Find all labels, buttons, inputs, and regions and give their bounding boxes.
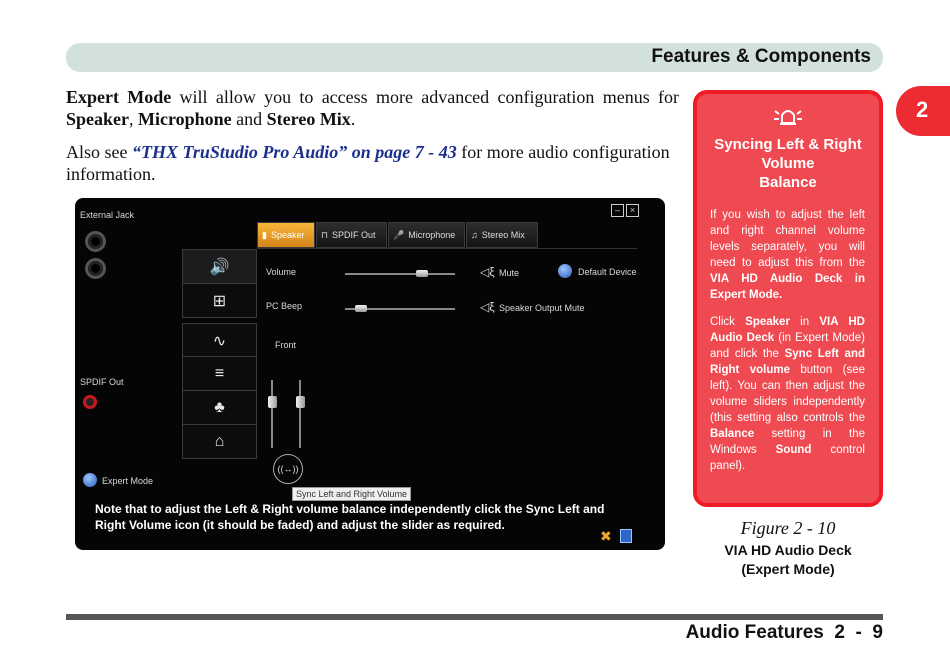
sync-volume-tooltip: Sync Left and Right Volume <box>292 487 411 501</box>
para2-text: Also see <box>66 142 132 162</box>
pc-beep-slider-knob[interactable] <box>355 305 367 312</box>
sidebar-p2-c: in <box>789 316 820 328</box>
footer-rule <box>66 614 883 620</box>
speaker-settings-icon[interactable]: 🔊 <box>182 249 257 284</box>
info-icon[interactable] <box>620 529 632 543</box>
chapter-number: 2 <box>916 97 929 122</box>
tab-microphone[interactable] <box>388 222 465 248</box>
figure-title <box>693 541 883 579</box>
page-footer: Audio Features 2 - 9 <box>685 622 883 643</box>
default-device-label: Default Device <box>578 267 637 277</box>
tab-spdif-out[interactable] <box>316 222 387 248</box>
see-also-paragraph <box>66 141 679 185</box>
speaker-tab-icon: ▮ <box>262 229 267 240</box>
expert-mode-label: Expert Mode <box>102 476 154 486</box>
para2-text-end: for more audio configuration information. <box>66 142 670 184</box>
sidebar-p2-h: Balance <box>710 428 755 440</box>
sidebar-p2-j: Sound <box>775 444 812 456</box>
expert-mode-term: Expert Mode <box>66 87 172 107</box>
close-icon[interactable]: × <box>626 204 639 217</box>
equalizer-icon[interactable]: ≡ <box>182 356 257 391</box>
intro-paragraph <box>66 86 679 130</box>
header-bar <box>66 43 883 72</box>
speaker-output-mute-label: Speaker Output Mute <box>499 303 585 313</box>
front-label: Front <box>275 340 297 350</box>
figure-number: Figure 2 - 10 <box>740 518 836 538</box>
microphone-tab-icon: 🎤 <box>393 229 405 240</box>
right-front-slider-knob[interactable] <box>296 396 305 408</box>
sidebar-p2-b: Speaker <box>745 316 790 328</box>
figure-title-line2: (Expert Mode) <box>741 561 835 577</box>
audio-deck-screenshot <box>75 198 665 550</box>
cross-reference-link[interactable]: “THX TruStudio Pro Audio” on page 7 - 43 <box>132 142 457 162</box>
mute-label: Mute <box>499 268 520 278</box>
sidebar-p1-bold: VIA HD Audio Deck in Expert Mode. <box>710 273 865 301</box>
sidebar-p2-a: Click <box>710 316 746 328</box>
sidebar-p1-text: If you wish to adjust the left and right channel volume levels separately, you will need to adjust this from the <box>710 209 865 269</box>
sidebar-paragraph-2 <box>710 314 865 474</box>
pc-beep-label: PC Beep <box>266 301 303 311</box>
sidebar-title-line3: Balance <box>759 174 817 191</box>
sidebar-title <box>708 135 868 192</box>
screenshot-note: Note that to adjust the Left & Right volume balance independently click the Sync Left and Right Volume icon (it should be faded) and adjust the slider as required. <box>95 502 605 532</box>
sidebar-p2-g: button (see left). You can then adjust the volume sliders independently (this setting also controls the <box>710 364 865 424</box>
tab-speaker[interactable] <box>257 222 315 248</box>
sidebar-title-line1: Syncing Left & Right <box>714 136 862 153</box>
sidebar-p2-i: setting in the Windows <box>710 428 865 456</box>
tab-stereo-mix-label: Stereo Mix <box>481 230 525 240</box>
tab-stereo-mix[interactable] <box>466 222 538 248</box>
stereo-mix-tab-icon: ♫ <box>471 230 478 240</box>
spdif-port-icon[interactable] <box>83 395 97 409</box>
spdif-out-label: SPDIF Out <box>80 377 124 387</box>
speaker-config-icon[interactable]: ⊞ <box>182 283 257 318</box>
sidebar-title-line2: Volume <box>761 155 815 172</box>
para1-and: and <box>231 109 267 129</box>
sidebar-p2-e: (in Expert Mode) and click the <box>710 332 866 360</box>
sidebar-p2-f: Sync Left and Right volume <box>710 348 865 376</box>
room-correction-icon[interactable]: ⌂ <box>182 424 257 459</box>
speaker-term: Speaker <box>66 109 129 129</box>
page-header-title: Features & Components <box>651 46 871 67</box>
tab-divider <box>257 248 637 249</box>
tools-icon[interactable]: ✖ <box>600 528 612 544</box>
minimize-icon[interactable]: – <box>611 204 624 217</box>
expert-mode-toggle-icon[interactable] <box>83 473 97 487</box>
volume-slider-track[interactable] <box>345 273 455 275</box>
default-device-icon[interactable] <box>558 264 572 278</box>
para1-text: will allow you to access more advanced configuration menus for <box>171 87 679 107</box>
sync-volume-button[interactable]: ((↔)) <box>273 454 303 484</box>
output-mute-speaker-icon[interactable]: ◁ξ <box>480 300 495 314</box>
left-front-slider-track[interactable] <box>271 380 273 448</box>
microphone-term: Microphone <box>138 109 232 129</box>
spdif-tab-icon: ⊓ <box>321 229 329 240</box>
para1-comma: , <box>129 109 138 129</box>
volume-label: Volume <box>266 267 297 277</box>
environment-icon[interactable]: ♣ <box>182 390 257 425</box>
para1-period: . <box>350 109 356 129</box>
left-front-slider-knob[interactable] <box>268 396 277 408</box>
sidebar-p2-k: control panel). <box>710 444 865 472</box>
mute-speaker-icon[interactable]: ◁ξ <box>480 265 495 279</box>
external-jack-label: External Jack <box>80 210 135 220</box>
tab-spdif-label: SPDIF Out <box>332 230 376 240</box>
sidebar-p2-d: VIA HD Audio Deck <box>710 316 865 344</box>
right-front-slider-track[interactable] <box>299 380 301 448</box>
waveform-icon[interactable]: ∿ <box>182 323 257 358</box>
tab-speaker-label: Speaker <box>270 230 305 240</box>
alarm-bell-icon <box>770 103 806 129</box>
jack-port-icon[interactable] <box>85 258 106 279</box>
figure-title-line1: VIA HD Audio Deck <box>724 542 852 558</box>
volume-slider-knob[interactable] <box>416 270 428 277</box>
jack-port-icon[interactable] <box>85 231 106 252</box>
stereo-mix-term: Stereo Mix <box>266 109 351 129</box>
sidebar-paragraph-1 <box>710 207 865 303</box>
tab-microphone-label: Microphone <box>408 230 456 240</box>
